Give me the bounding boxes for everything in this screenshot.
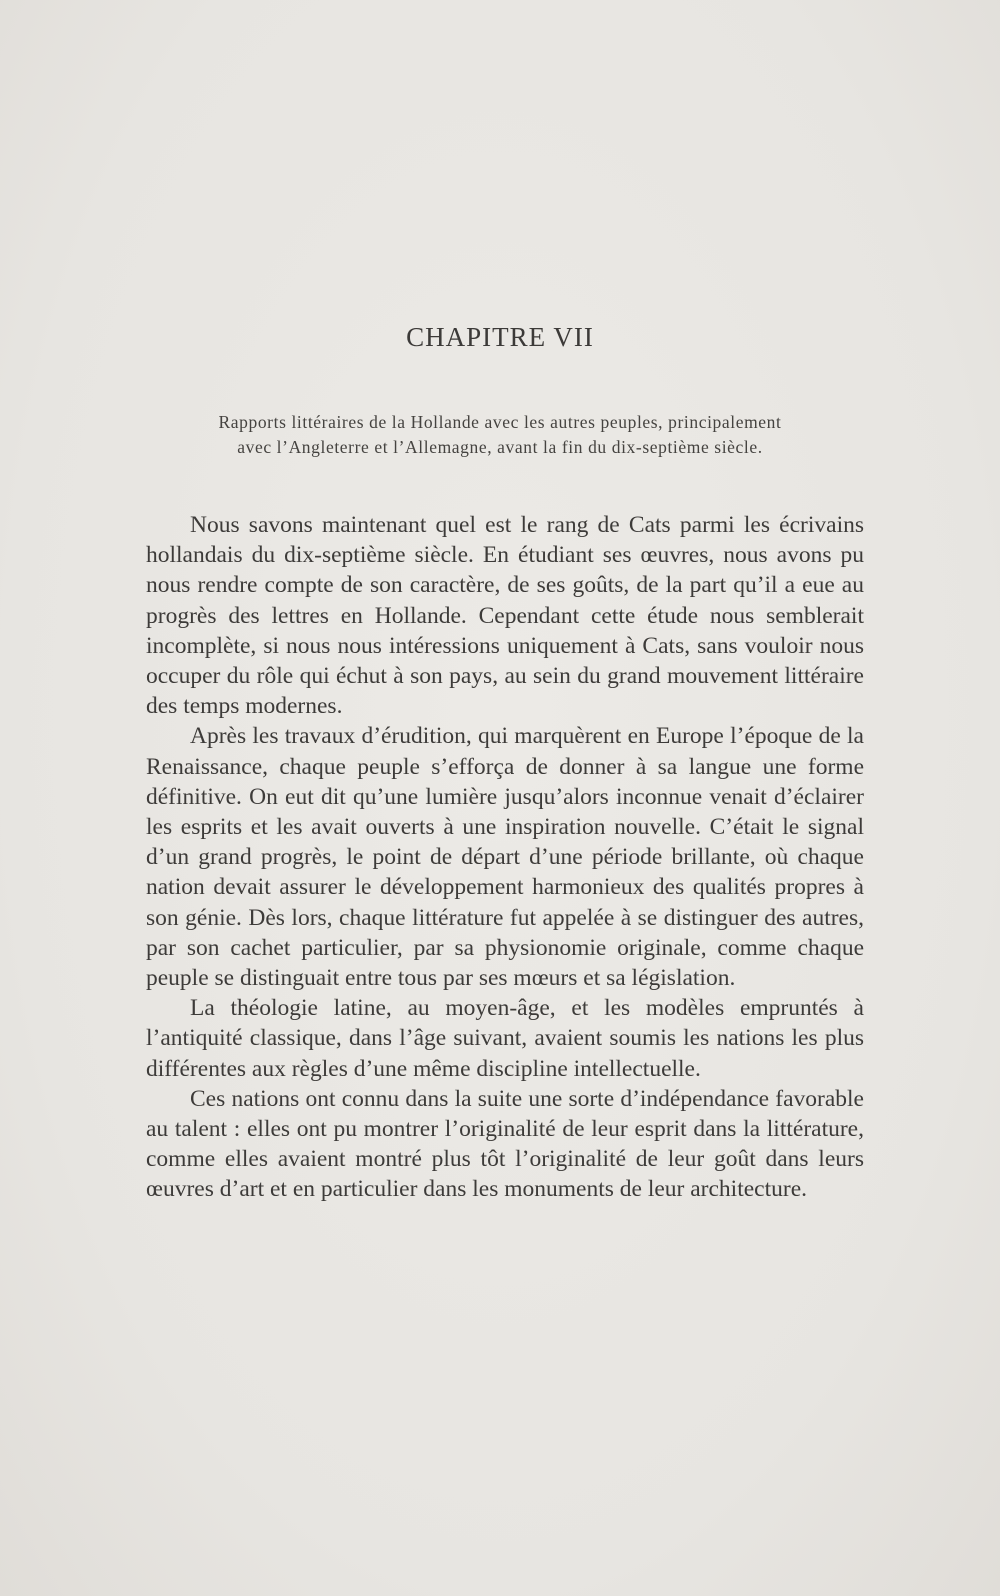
chapter-title: CHAPITRE VII: [406, 322, 594, 352]
chapter-summary-line: avec l’Angleterre et l’Allemagne, avant la fin du dix-septième siècle.: [237, 437, 763, 457]
body-paragraph: Ces nations ont connu dans la suite une sorte d’indépendance favorable au talent : elles ont pu montrer l’originalité de leur esprit dans la littérature, comme elles avaient montré plus tôt l’originalité de leur goût dans leurs œuvres d’art et en particulier dans les monuments de leur architecture.: [146, 1085, 864, 1203]
chapter-summary-line: Rapports littéraires de la Hollande avec les autres peuples, principalement: [218, 412, 782, 432]
chapter-summary: [100, 410, 900, 460]
body-paragraph: La théologie latine, au moyen-âge, et les modèles empruntés à l’antiquité classique, dans l’âge suivant, avaient soumis les nations les plus différentes aux règles d’une même discipline intellectuelle.: [146, 995, 864, 1082]
chapter-body: [146, 510, 864, 1205]
body-paragraph: Après les travaux d’érudition, qui marquèrent en Europe l’époque de la Renaissance, chaque peuple s’efforça de donner à sa langue une forme définitive. On eut dit qu’une lumière jusqu’alors inconnue venait d’éclairer les esprits et les avait ouverts à une inspiration nouvelle. C’était le signal d’un grand progrès, le point de départ d’une période brillante, où chaque nation devait assurer le développement harmonieux des qualités propres à son génie. Dès lors, chaque littérature fut appelée à se distinguer des autres, par son cachet particulier, par sa physionomie originale, comme chaque peuple se distinguait entre tous par ses mœurs et sa législation.: [146, 723, 864, 992]
body-paragraph: Nous savons maintenant quel est le rang de Cats parmi les écrivains hollandais du dix-septième siècle. En étudiant ses œuvres, nous avons pu nous rendre compte de son caractère, de ses goûts, de la part qu’il a eue au progrès des lettres en Hollande. Cependant cette étude nous semblerait incomplète, si nous nous intéressions uniquement à Cats, sans vouloir nous occuper du rôle qui échut à son pays, au sein du grand mouvement littéraire des temps modernes.: [146, 512, 864, 720]
